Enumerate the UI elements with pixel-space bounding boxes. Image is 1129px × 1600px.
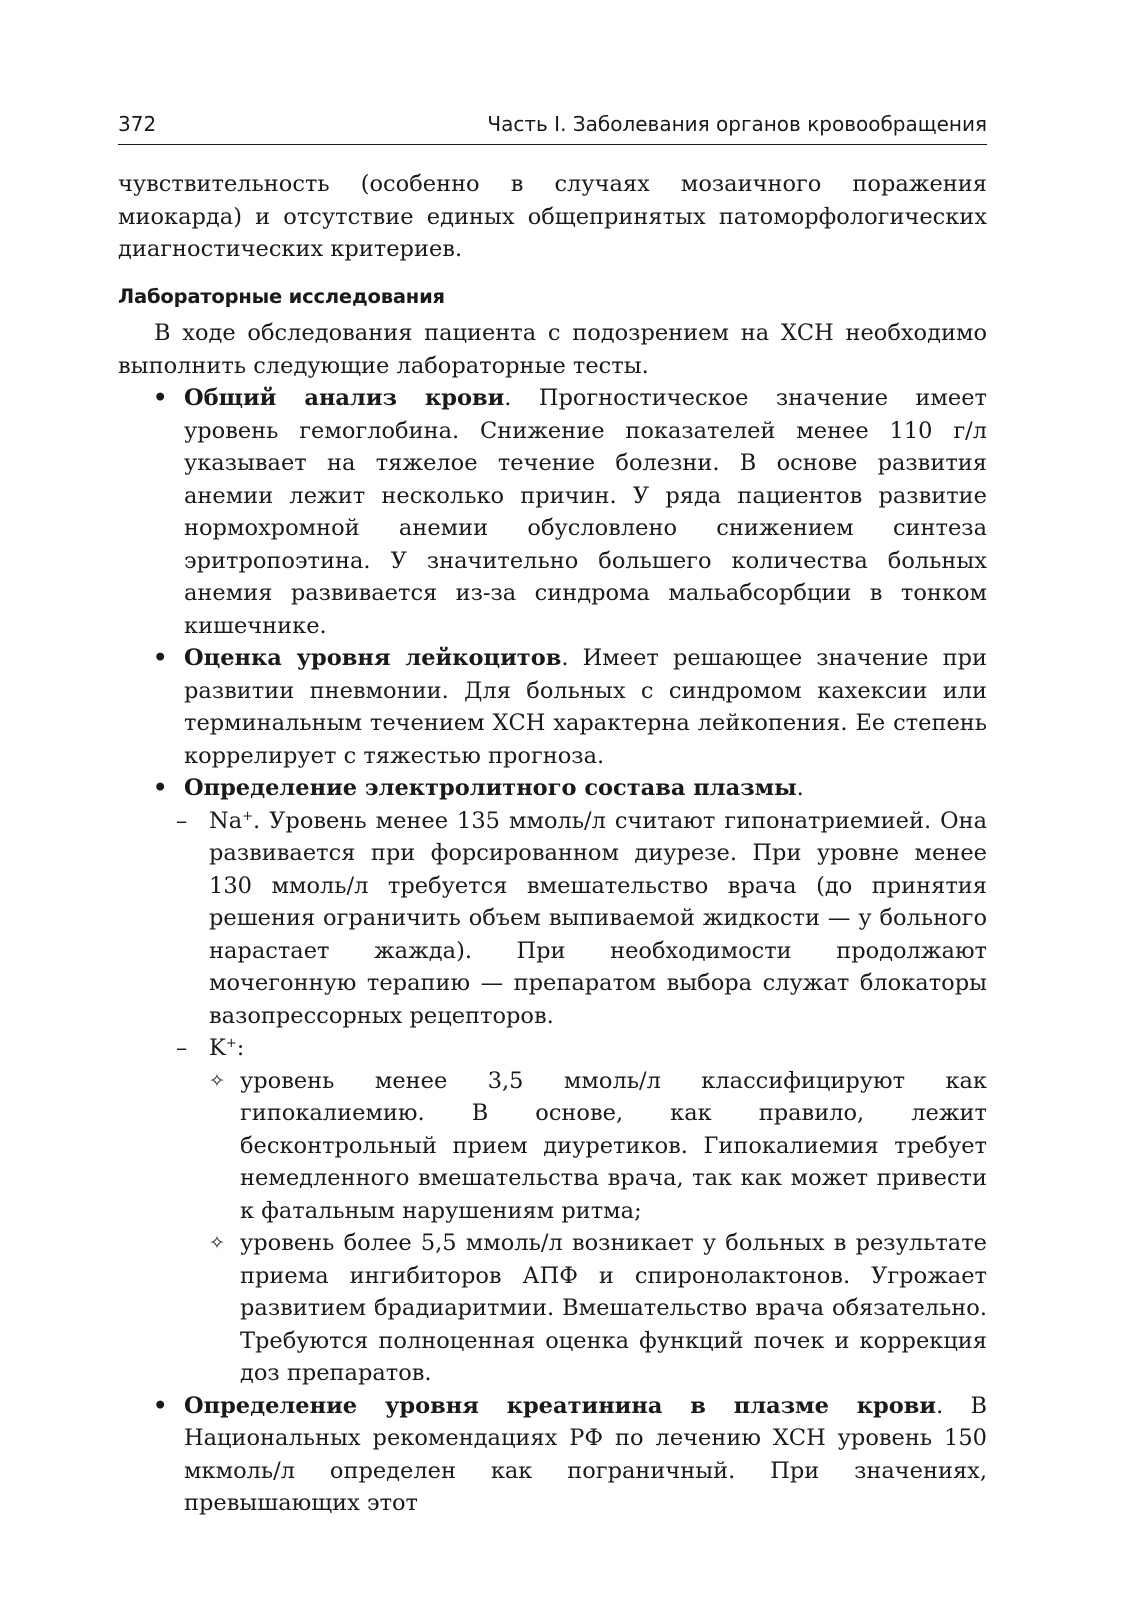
bullet-icon: •	[153, 1392, 168, 1419]
intro-paragraph: чувствительность (особенно в случаях мозаичного поражения миокарда) и отсутствие единых общепринятых патоморфологических диагностических критериев.	[118, 171, 987, 262]
page-body	[118, 168, 987, 1520]
running-title: Часть I. Заболевания органов кровообращения	[487, 112, 987, 136]
diamond-bullet-icon: ✧	[209, 1069, 225, 1092]
list-item-creatinine	[118, 1390, 987, 1520]
item-title: Общий анализ крови	[184, 385, 505, 411]
item-title: Оценка уровня лейкоцитов	[184, 645, 562, 671]
item-text: . Прогностическое значение имеет уровень гемоглобина. Снижение показателей менее 110 г/л указывает на тяжелое течение болезни. В основе развития анемии лежит несколько причин. У ряда пациентов развитие нормохромной анемии обусловлено снижением синтеза эритропоэтина. У значительно большего количества больных анемия развивается из-за синдрома мальабсорбции в тонком кишечнике.	[184, 385, 988, 639]
ion-symbol: K	[209, 1035, 226, 1061]
item-text: . В Национальных рекомендациях РФ по лечению ХСН уровень 150 мкмоль/л определен как пограничный. При значениях, превышающих этот	[184, 1392, 987, 1516]
list-item-electrolytes	[118, 772, 987, 1390]
point-hypokalemia	[209, 1065, 987, 1228]
lead-paragraph: В ходе обследования пациента с подозрением на ХСН необходимо выполнить следующие лабораторные тесты.	[118, 320, 987, 379]
item-title: Определение уровня креатинина в плазме крови	[184, 1392, 937, 1419]
ion-symbol: Na	[209, 807, 243, 834]
item-title: Определение электролитного состава плазмы	[184, 775, 797, 801]
bullet-icon: •	[153, 645, 168, 671]
bullet-icon: •	[153, 775, 168, 801]
point-text: уровень более 5,5 ммоль/л возникает у больных в результате приема ингибиторов АПФ и спиронолактонов. Угрожает развитием брадиаритмии. Вмешательство врача обязательно. Требуются полноценная оценка функций почек и коррекция доз препаратов.	[240, 1230, 987, 1386]
ion-charge: +	[225, 1036, 237, 1051]
list-item-leukocytes	[118, 642, 987, 772]
subitem-text: :	[236, 1035, 245, 1061]
item-text: .	[796, 775, 804, 801]
point-text: уровень менее 3,5 ммоль/л классифицируют как гипокалиемию. В основе, как правило, лежит бесконтрольный прием диуретиков. Гипокалиемия требует немедленного вмешательства врача, так как может привести к фатальным нарушениям ритма;	[240, 1067, 987, 1224]
sublist-item-potassium	[176, 1032, 987, 1390]
page-number: 372	[118, 112, 157, 136]
section-heading: Лабораторные исследования	[118, 284, 445, 308]
potassium-points	[209, 1065, 987, 1390]
lab-tests-list	[118, 382, 987, 1520]
bullet-icon: •	[153, 385, 168, 411]
ion-charge: +	[242, 808, 254, 824]
running-header	[118, 110, 987, 145]
diamond-bullet-icon: ✧	[209, 1232, 225, 1254]
electrolyte-sublist	[176, 805, 987, 1390]
list-item-blood-count	[118, 382, 987, 642]
subitem-text: . Уровень менее 135 ммоль/л считают гипонатриемией. Она развивается при форсированном диурезе. При уровне менее 130 ммоль/л требуется вмешательство врача (до принятия решения ограничить объем выпиваемой жидкости — у больного нарастает жажда). При необходимости продолжают мочегонную терапию — препаратом выбора служат блокаторы вазопрессорных рецепторов.	[209, 807, 987, 1029]
item-text: . Имеет решающее значение при развитии пневмонии. Для больных с синдромом кахексии или терминальным течением ХСН характерна лейкопения. Ее степень коррелирует с тяжестью прогноза.	[184, 645, 987, 769]
point-hyperkalemia	[209, 1227, 987, 1390]
dash-icon: –	[176, 1035, 188, 1061]
dash-icon: –	[176, 807, 188, 834]
sublist-item-sodium	[176, 805, 987, 1033]
